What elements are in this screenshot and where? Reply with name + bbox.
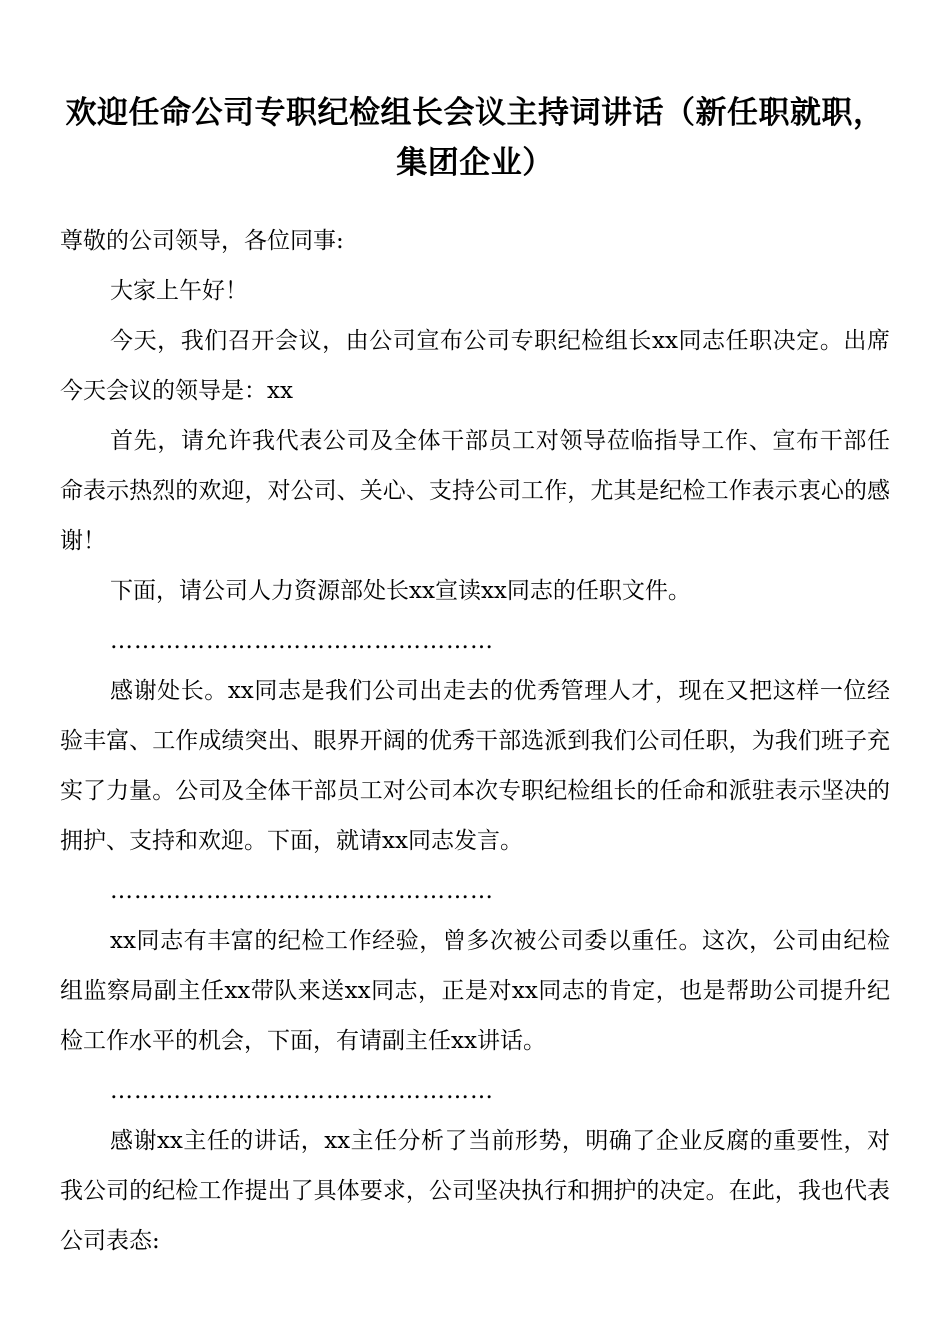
- paragraph-welcome: 首先，请允许我代表公司及全体干部员工对领导莅临指导工作、宣布干部任命表示热烈的欢迎，对公司、关心、支持公司工作，尤其是纪检工作表示衷心的感谢！: [60, 428, 890, 554]
- paragraph-experience: xx同志有丰富的纪检工作经验，曾多次被公司委以重任。这次，公司由纪检组监察局副主任xx带队来送xx同志，正是对xx同志的肯定，也是帮助公司提升纪检工作水平的机会，下面，有请副主任xx讲话。: [60, 928, 890, 1054]
- ellipsis-separator: …………………………………………: [110, 878, 494, 904]
- ellipsis-separator: …………………………………………: [110, 628, 494, 654]
- paragraph-salutation: 尊敬的公司领导，各位同事:: [60, 228, 344, 254]
- document-body: [60, 216, 890, 1266]
- paragraph-greeting: 大家上午好！: [110, 278, 248, 304]
- paragraph-thanks-director: 感谢处长。xx同志是我们公司出走去的优秀管理人才，现在又把这样一位经验丰富、工作成绩突出、眼界开阔的优秀干部选派到我们公司任职，为我们班子充实了力量。公司及全体干部员工对公司本次专职纪检组长的任命和派驻表示坚决的拥护、支持和欢迎。下面，就请xx同志发言。: [60, 678, 890, 854]
- paragraph-thanks-deputy: 感谢xx主任的讲话，xx主任分析了当前形势，明确了企业反腐的重要性，对我公司的纪检工作提出了具体要求，公司坚决执行和拥护的决定。在此，我也代表公司表态:: [60, 1128, 890, 1254]
- paragraph-reading-document: 下面，请公司人力资源部处长xx宣读xx同志的任职文件。: [110, 578, 691, 604]
- ellipsis-separator: …………………………………………: [110, 1078, 494, 1104]
- paragraph-opening: 今天，我们召开会议，由公司宣布公司专职纪检组长xx同志任职决定。出席今天会议的领导是：xx: [60, 328, 890, 404]
- document-title: 欢迎任命公司专职纪检组长会议主持词讲话（新任职就职，集团企业）: [65, 95, 885, 181]
